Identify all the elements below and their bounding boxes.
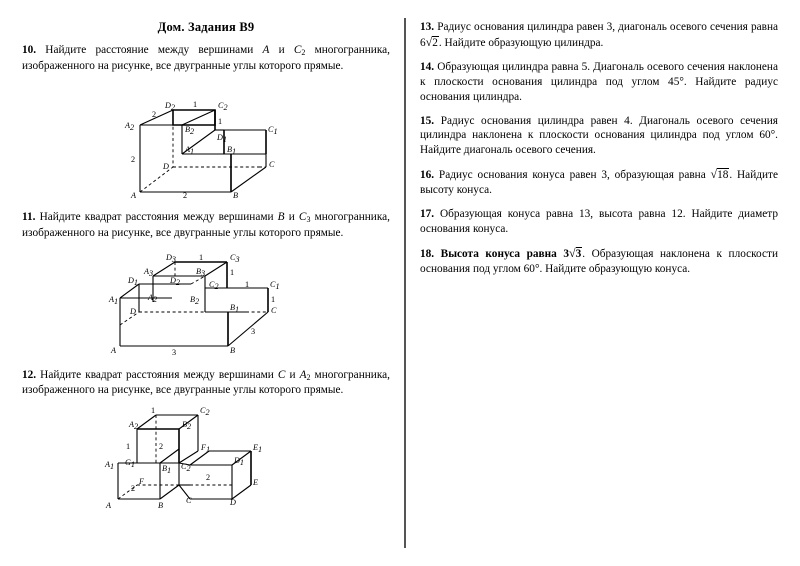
task-16-number: 16. <box>420 169 435 182</box>
fig12-edge-2-center: 2 <box>159 442 164 452</box>
fig10-label-B1: B1 <box>227 145 237 157</box>
task-11-vertex-c-sub: 3 <box>306 215 311 225</box>
fig10-label-B: B <box>233 191 239 201</box>
right-column-spacer <box>420 0 778 20</box>
task-13-number: 13. <box>420 21 435 33</box>
task-15 <box>420 114 778 159</box>
fig11-label-C: C <box>271 305 277 315</box>
fig12-label-B: B <box>158 501 164 511</box>
task-17-number: 17. <box>420 208 435 221</box>
task-16-radical <box>711 169 730 181</box>
task-18-text-b: . Образующая наклонена к плоскости основания под углом 60°. Найдите образующую конуса. <box>420 247 778 275</box>
task-10-vertex-c-sub: 2 <box>301 48 306 57</box>
task-12-text-b: и <box>285 368 300 381</box>
task-18-radical <box>569 245 582 260</box>
task-12-text-c: многогранника, изображенного на рисунке, все двугранные углы которого прямые. <box>22 368 390 397</box>
figure-11-wrapper <box>22 250 390 358</box>
task-12 <box>22 368 390 398</box>
figure-10-step-solid <box>111 82 301 200</box>
task-10-vertex-c: C <box>293 44 302 56</box>
task-11-text-b: и <box>284 211 299 224</box>
fig10-label-A2: A2 <box>125 121 135 133</box>
task-10-vertex-a: A <box>262 44 270 56</box>
task-13 <box>420 20 778 51</box>
fig12-edge-2-diag: 2 <box>131 484 136 494</box>
fig12-label-G1: G1 <box>125 458 136 470</box>
fig12-label-C2: C2 <box>181 462 191 474</box>
fig11-edge-1-top: 1 <box>199 252 204 262</box>
fig11-label-A2: A2 <box>148 292 158 304</box>
task-10-text-c: многогранника, изображенного на рисунке, все двугранные углы которого прямые. <box>22 44 391 72</box>
fig12-label-A2: A2 <box>129 420 139 432</box>
task-16-radicand: 18 <box>717 169 729 182</box>
left-column <box>22 0 390 535</box>
task-12-number: 12. <box>22 368 37 381</box>
fig10-label-C1: C1 <box>268 125 278 137</box>
fig11-label-B: B <box>230 345 236 355</box>
figure-12-step-solid <box>101 407 311 525</box>
fig12-label-C2-top: C2 <box>200 407 210 418</box>
task-11-number: 11. <box>22 211 36 224</box>
fig11-edge-1-upper-right: 1 <box>230 267 235 277</box>
fig11-label-D3: D3 <box>166 252 177 264</box>
task-10 <box>22 43 390 73</box>
fig11-edge-3-right: 3 <box>251 326 256 336</box>
fig12-edge-1-top: 1 <box>151 407 156 416</box>
task-12-vertex-a-sub: 2 <box>306 372 311 382</box>
task-14-text: Образующая цилиндра равна 5. Диагональ осевого сечения наклонена к плоскости основания цилиндра под углом 45°. Найдите радиус основания цилиндра. <box>420 60 778 103</box>
fig11-label-A: A <box>111 345 117 355</box>
radical-sign-icon: √ <box>569 245 576 260</box>
fig10-edge-2-front-left: 2 <box>131 155 136 165</box>
task-15-text: Радиус основания цилиндра равен 4. Диагональ осевого сечения цилиндра наклонена к плоскости основания цилиндра под углом 60°. Найдите диагональ осевого сечения. <box>420 114 778 157</box>
task-12-vertex-a: A <box>299 368 307 381</box>
column-divider <box>404 18 406 548</box>
fig10-label-B2: B2 <box>185 125 195 137</box>
fig12-edge-2-mid: 2 <box>206 473 211 483</box>
task-11 <box>22 210 390 240</box>
fig11-label-A3: A3 <box>144 266 154 278</box>
task-11-vertex-b: B <box>277 211 285 224</box>
task-18-text-a: Высота конуса равна 3 <box>434 247 569 260</box>
fig10-edge-2-bottom: 2 <box>183 191 188 201</box>
task-16 <box>420 167 778 198</box>
fig11-label-C3: C3 <box>230 252 240 264</box>
fig10-edge-2-left: 2 <box>152 110 157 120</box>
task-11-vertex-c: C <box>298 211 307 224</box>
fig10-label-A: A <box>131 191 137 201</box>
fig11-label-D1: D1 <box>128 275 139 287</box>
fig11-label-B1: B1 <box>230 302 240 314</box>
task-18-radicand: 3 <box>575 247 582 260</box>
fig11-edge-1-right: 1 <box>271 294 276 304</box>
task-11-text-c: многогранника, изображенного на рисунке, все двугранные углы которого прямые. <box>22 211 390 239</box>
fig10-label-C2: C2 <box>218 101 228 113</box>
fig12-label-D: D <box>230 498 236 508</box>
fig10-label-C: C <box>269 160 275 170</box>
task-18-number: 18. <box>420 247 435 260</box>
figure-11-step-solid <box>106 250 306 358</box>
fig10-label-D: D <box>163 162 169 172</box>
fig12-edge-1-left: 1 <box>126 442 131 452</box>
fig11-label-C1: C1 <box>270 279 280 291</box>
task-10-text-a: Найдите расстояние между вершинами <box>36 44 263 56</box>
fig11-edge-3-bottom: 3 <box>172 347 177 357</box>
right-column <box>420 0 778 286</box>
task-16-text-b: . Найдите высоту конуса. <box>420 169 778 197</box>
page-title: Дом. Задания В9 <box>157 20 255 34</box>
fig12-label-E: E <box>253 478 259 488</box>
task-14 <box>420 60 778 105</box>
task-12-text-a: Найдите квадрат расстояния между вершинами <box>36 368 278 381</box>
fig12-label-B1: B1 <box>162 464 172 476</box>
fig11-label-B2: B2 <box>190 294 200 306</box>
figure-10-wrapper <box>22 82 390 200</box>
task-13-radicand: 2 <box>432 36 438 49</box>
fig10-label-A1: A1 <box>185 145 195 157</box>
fig10-label-D2: D2 <box>165 101 176 113</box>
radical-sign-icon: √ <box>710 167 718 182</box>
task-10-text-b: и <box>269 44 294 56</box>
fig12-label-D1: D1 <box>234 456 245 468</box>
fig11-label-D2: D2 <box>170 275 181 287</box>
task-17 <box>420 207 778 237</box>
fig10-edge-1-right: 1 <box>218 117 223 127</box>
task-13-text-b: . Найдите образующую цилиндра. <box>438 36 604 49</box>
task-12-vertex-c: C <box>277 368 286 381</box>
task-15-number: 15. <box>420 114 435 127</box>
task-14-number: 14. <box>420 60 435 73</box>
fig11-label-B3: B3 <box>196 266 206 278</box>
radical-sign-icon: √ <box>425 34 433 49</box>
task-17-text: Образующая конуса равна 13, высота равна 12. Найдите диаметр основания конуса. <box>420 208 778 235</box>
fig12-label-C: C <box>186 496 192 506</box>
task-16-text-a: Радиус основания конуса равен 3, образующая равна <box>434 169 711 182</box>
fig12-label-E1: E1 <box>253 443 263 455</box>
task-13-radical <box>425 34 439 49</box>
fig12-label-F1: F1 <box>201 443 211 455</box>
fig12-label-B2: B2 <box>182 420 192 432</box>
fig12-label-A1: A1 <box>105 460 115 472</box>
task-13-text-a: Радиус основания цилиндра равен 3, диагональ осевого сечения равна 6 <box>420 21 778 49</box>
fig10-edge-1-top: 1 <box>193 100 198 110</box>
fig11-edge-1-mid: 1 <box>245 279 250 289</box>
task-10-number: 10. <box>22 44 37 56</box>
fig11-label-A1: A1 <box>109 294 119 306</box>
fig11-label-C2: C2 <box>209 279 219 291</box>
fig10-label-D1: D1 <box>217 133 228 145</box>
figure-12-wrapper <box>22 407 390 525</box>
fig12-label-F: F <box>139 477 145 487</box>
fig11-label-D: D <box>130 306 136 316</box>
fig12-label-A: A <box>106 501 112 511</box>
task-11-text-a: Найдите квадрат расстояния между вершинами <box>35 211 278 224</box>
task-18 <box>420 246 778 277</box>
